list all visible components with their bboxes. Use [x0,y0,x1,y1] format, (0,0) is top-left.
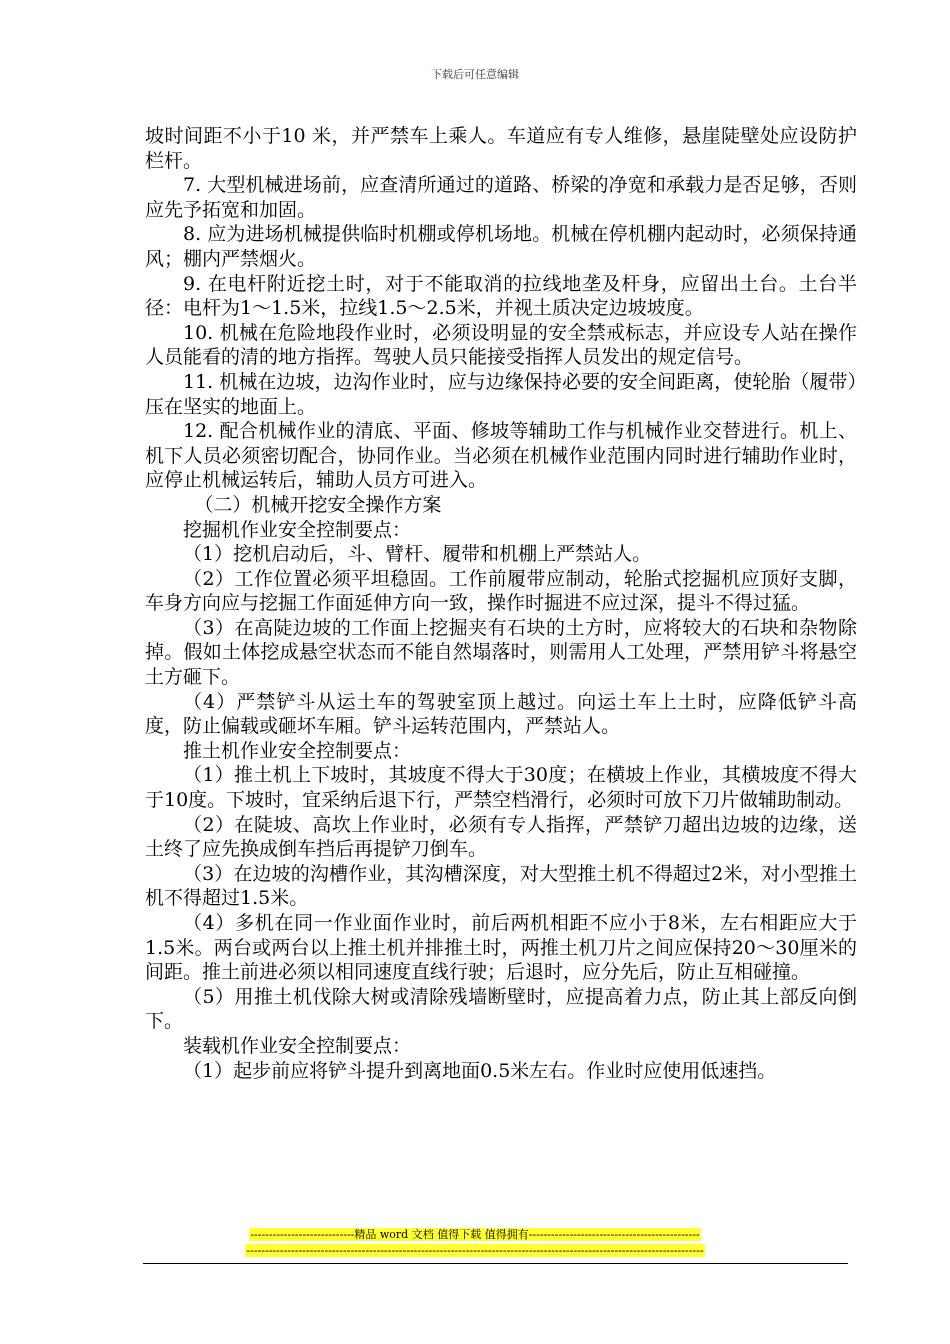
paragraph-10: （2）工作位置必须平坦稳固。工作前履带应制动，轮胎式挖掘机应顶好支脚，车身方向应与挖掘工作面延伸方向一致，操作时掘进不应过深，提斗不得过猛。 [145,567,857,615]
document-body [145,124,857,1083]
paragraph-0: 坡时间距不小于10 米，并严禁车上乘人。车道应有专人维修，悬崖陡壁处应设防护栏杆。 [145,125,857,172]
paragraph-6: 12. 配合机械作业的清底、平面、修坡等辅助工作与机械作业交替进行。机上、机下人员必须密切配合，协同作业。当必须在机械作业范围内同时进行辅助作业时，应停止机械运转后，辅助人员方可进入。 [145,420,857,492]
paragraph-4: 10. 机械在危险地段作业时，必须设明显的安全禁戒标志，并应设专人站在操作人员能看的清的地方指挥。驾驶人员只能接受指挥人员发出的规定信号。 [145,321,857,369]
paragraph-20: （1）起步前应将铲斗提升到离地面0.5米左右。作业时应使用低速挡。 [183,1059,777,1082]
footer-rule [143,1263,848,1264]
paragraph-15: （2）在陡坡、高坎上作业时，必须有专人指挥，严禁铲刀超出边坡的边缘，送土终了应先换成倒车挡后再提铲刀倒车。 [145,813,857,861]
footer-banner [0,1228,950,1242]
subheading-bulldozer: 推土机作业安全控制要点： [183,739,412,762]
paragraph-18: （5）用推土机伐除大树或清除残墙断壁时，应提高着力点，防止其上部反向倒下。 [145,985,857,1033]
section-heading: （二）机械开挖安全操作方案 [194,493,442,516]
paragraph-9: （1）挖机启动后，斗、臂杆、履带和机棚上严禁站人。 [183,543,652,566]
paragraph-16: （3）在边坡的沟槽作业，其沟槽深度，对大型推土机不得超过2米，对小型推土机不得超过1.5米。 [145,862,857,910]
footer-dash-line [0,1244,950,1258]
footer-banner-text: ----------------------------精品 word 文档 值得下载 值得拥有---------------------------------------------- [250,1228,700,1241]
paragraph-1: 7. 大型机械进场前，应查清所通过的道路、桥梁的净宽和承载力是否足够，否则应先予拓宽和加固。 [145,174,857,221]
page-header: 下载后可任意编辑 [431,68,519,81]
footer-dash-text: --------------------------------------------------------------------------------------------------------------------------- [246,1244,704,1257]
paragraph-17: （4）多机在同一作业面作业时，前后两机相距不应小于8米，左右相距应大于1.5米。两台或两台以上推土机并排推土时，两推土机刀片之间应保持20～30厘米的间距。推土前进必须以相同速度直线行驶；后退时，应分先后，防止互相碰撞。 [145,912,857,984]
paragraph-5: 11. 机械在边坡，边沟作业时，应与边缘保持必要的安全间距离，使轮胎（履带）压在坚实的地面上。 [145,370,857,418]
paragraph-2: 8. 应为进场机械提供临时机棚或停机场地。机械在停机棚内起动时，必须保持通风；棚内严禁烟火。 [145,223,857,270]
subheading-excavator: 挖掘机作业安全控制要点： [183,518,412,541]
subheading-loader: 装载机作业安全控制要点： [183,1034,412,1057]
paragraph-3: 9. 在电杆附近挖土时，对于不能取消的拉线地垄及杆身，应留出土台。土台半径：电杆为1～1.5米，拉线1.5～2.5米，并视土质决定边坡坡度。 [145,272,857,320]
paragraph-12: （4）严禁铲斗从运土车的驾驶室顶上越过。向运土车上土时，应降低铲斗高度，防止偏载或砸坏车厢。铲斗运转范围内，严禁站人。 [145,690,857,738]
paragraph-11: （3）在高陡边坡的工作面上挖掘夹有石块的土方时，应将较大的石块和杂物除掉。假如土体挖成悬空状态而不能自然塌落时，则需用人工处理，严禁用铲斗将悬空土方砸下。 [145,616,857,689]
paragraph-14: （1）推土机上下坡时，其坡度不得大于30度；在横坡上作业，其横坡度不得大于10度。下坡时，宜采纳后退下行，严禁空档滑行，必须时可放下刀片做辅助制动。 [145,764,857,812]
